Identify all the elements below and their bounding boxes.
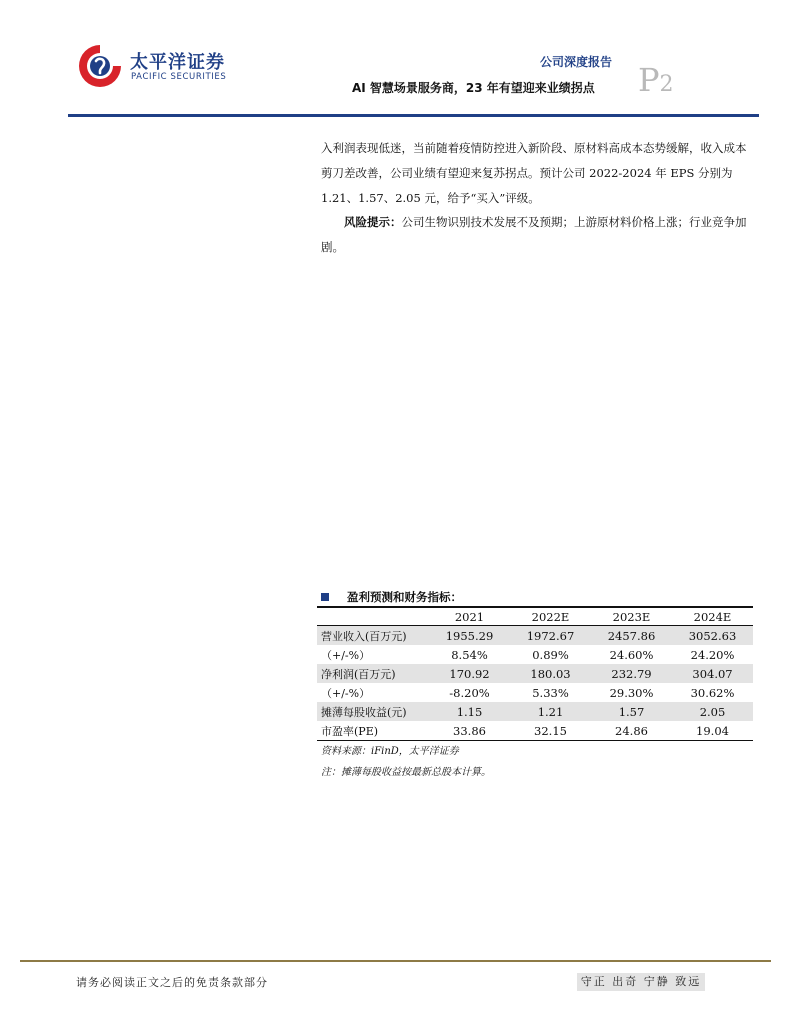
row-label: 净利润(百万元) bbox=[321, 667, 396, 681]
pacific-securities-logo-icon bbox=[76, 42, 124, 90]
summary-paragraph: 入利润表现低迷，当前随着疫情防控进入新阶段、原材料高成本态势缓解，收入成本剪刀差改善，公司业绩有望迎来复苏拐点。预计公司 2022-2024 年 EPS 分别为 1.21、1.57、2.05 元，给予“买入”评级。 bbox=[321, 141, 747, 205]
body-text bbox=[321, 136, 753, 260]
disclaimer-notice: 请务必阅读正文之后的免责条款部分 bbox=[76, 976, 268, 989]
table-row bbox=[317, 721, 753, 741]
risk-text: 公司生物识别技术发展不及预期；上游原材料价格上涨；行业竞争加剧。 bbox=[321, 215, 747, 255]
risk-paragraph bbox=[321, 210, 753, 260]
table-cell: 32.15 bbox=[534, 723, 567, 738]
page-number-value: 2 bbox=[659, 72, 674, 97]
row-label: （+/-%） bbox=[321, 686, 371, 700]
table-cell: 1972.67 bbox=[526, 628, 575, 643]
company-logo bbox=[76, 42, 226, 98]
table-note: 注：摊薄每股收益按最新总股本计算。 bbox=[321, 767, 491, 778]
header-divider bbox=[68, 114, 759, 117]
page-prefix: P bbox=[638, 61, 660, 99]
table-cell: 24.60% bbox=[609, 647, 654, 662]
table-cell: 180.03 bbox=[530, 666, 571, 681]
table-cell: 2.05 bbox=[699, 704, 726, 719]
row-label: 市盈率(PE) bbox=[321, 724, 379, 738]
table-cell: 29.30% bbox=[609, 685, 654, 700]
table-cell: 5.33% bbox=[532, 685, 569, 700]
table-cell: 8.54% bbox=[451, 647, 488, 662]
table-cell: 1.21 bbox=[537, 704, 564, 719]
row-label: 摊薄每股收益(元) bbox=[321, 705, 407, 719]
logo-english-name: PACIFIC SECURITIES bbox=[131, 72, 227, 82]
table-cell: 1955.29 bbox=[445, 628, 494, 643]
forecast-table-block bbox=[317, 588, 753, 783]
table-source: 资料来源：iFinD，太平洋证券 bbox=[321, 746, 459, 757]
table-cell: 3052.63 bbox=[688, 628, 737, 643]
table-cell: 24.20% bbox=[690, 647, 735, 662]
table-cell: 2457.86 bbox=[607, 628, 656, 643]
row-label: （+/-%） bbox=[321, 648, 371, 662]
risk-label: 风险提示： bbox=[344, 215, 402, 230]
table-row bbox=[317, 683, 753, 702]
report-title: AI 智慧场景服务商，23 年有望迎来业绩拐点 bbox=[352, 81, 595, 95]
logo-chinese-name: 太平洋证券 bbox=[130, 52, 225, 73]
forecast-table bbox=[317, 606, 753, 741]
footer-divider bbox=[20, 960, 771, 962]
table-header-row bbox=[317, 607, 753, 626]
table-cell: 0.89% bbox=[532, 647, 569, 662]
table-cell: 304.07 bbox=[692, 666, 733, 681]
table-cell: 24.86 bbox=[615, 723, 648, 738]
table-row bbox=[317, 664, 753, 683]
table-header-cell: 2023E bbox=[612, 609, 651, 624]
table-cell: 33.86 bbox=[453, 723, 486, 738]
table-header-cell: 2021 bbox=[454, 609, 485, 624]
table-row bbox=[317, 626, 753, 646]
row-label: 营业收入(百万元) bbox=[321, 629, 407, 643]
table-title bbox=[317, 588, 753, 606]
table-cell: 1.57 bbox=[618, 704, 645, 719]
table-cell: -8.20% bbox=[449, 685, 490, 700]
table-row bbox=[317, 645, 753, 664]
table-header-cell: 2024E bbox=[693, 609, 732, 624]
table-title-text: 盈利预测和财务指标： bbox=[347, 590, 462, 604]
square-bullet-icon bbox=[321, 593, 329, 601]
table-header-cell: 2022E bbox=[531, 609, 570, 624]
table-cell: 19.04 bbox=[696, 723, 729, 738]
report-type: 公司深度报告 bbox=[540, 55, 613, 69]
table-cell: 232.79 bbox=[611, 666, 652, 681]
table-header-cell bbox=[317, 607, 429, 626]
table-cell: 170.92 bbox=[449, 666, 490, 681]
company-motto: 守正 出奇 宁静 致远 bbox=[577, 973, 705, 991]
table-cell: 30.62% bbox=[690, 685, 735, 700]
table-row bbox=[317, 702, 753, 721]
page-number bbox=[638, 61, 674, 99]
table-cell: 1.15 bbox=[456, 704, 483, 719]
